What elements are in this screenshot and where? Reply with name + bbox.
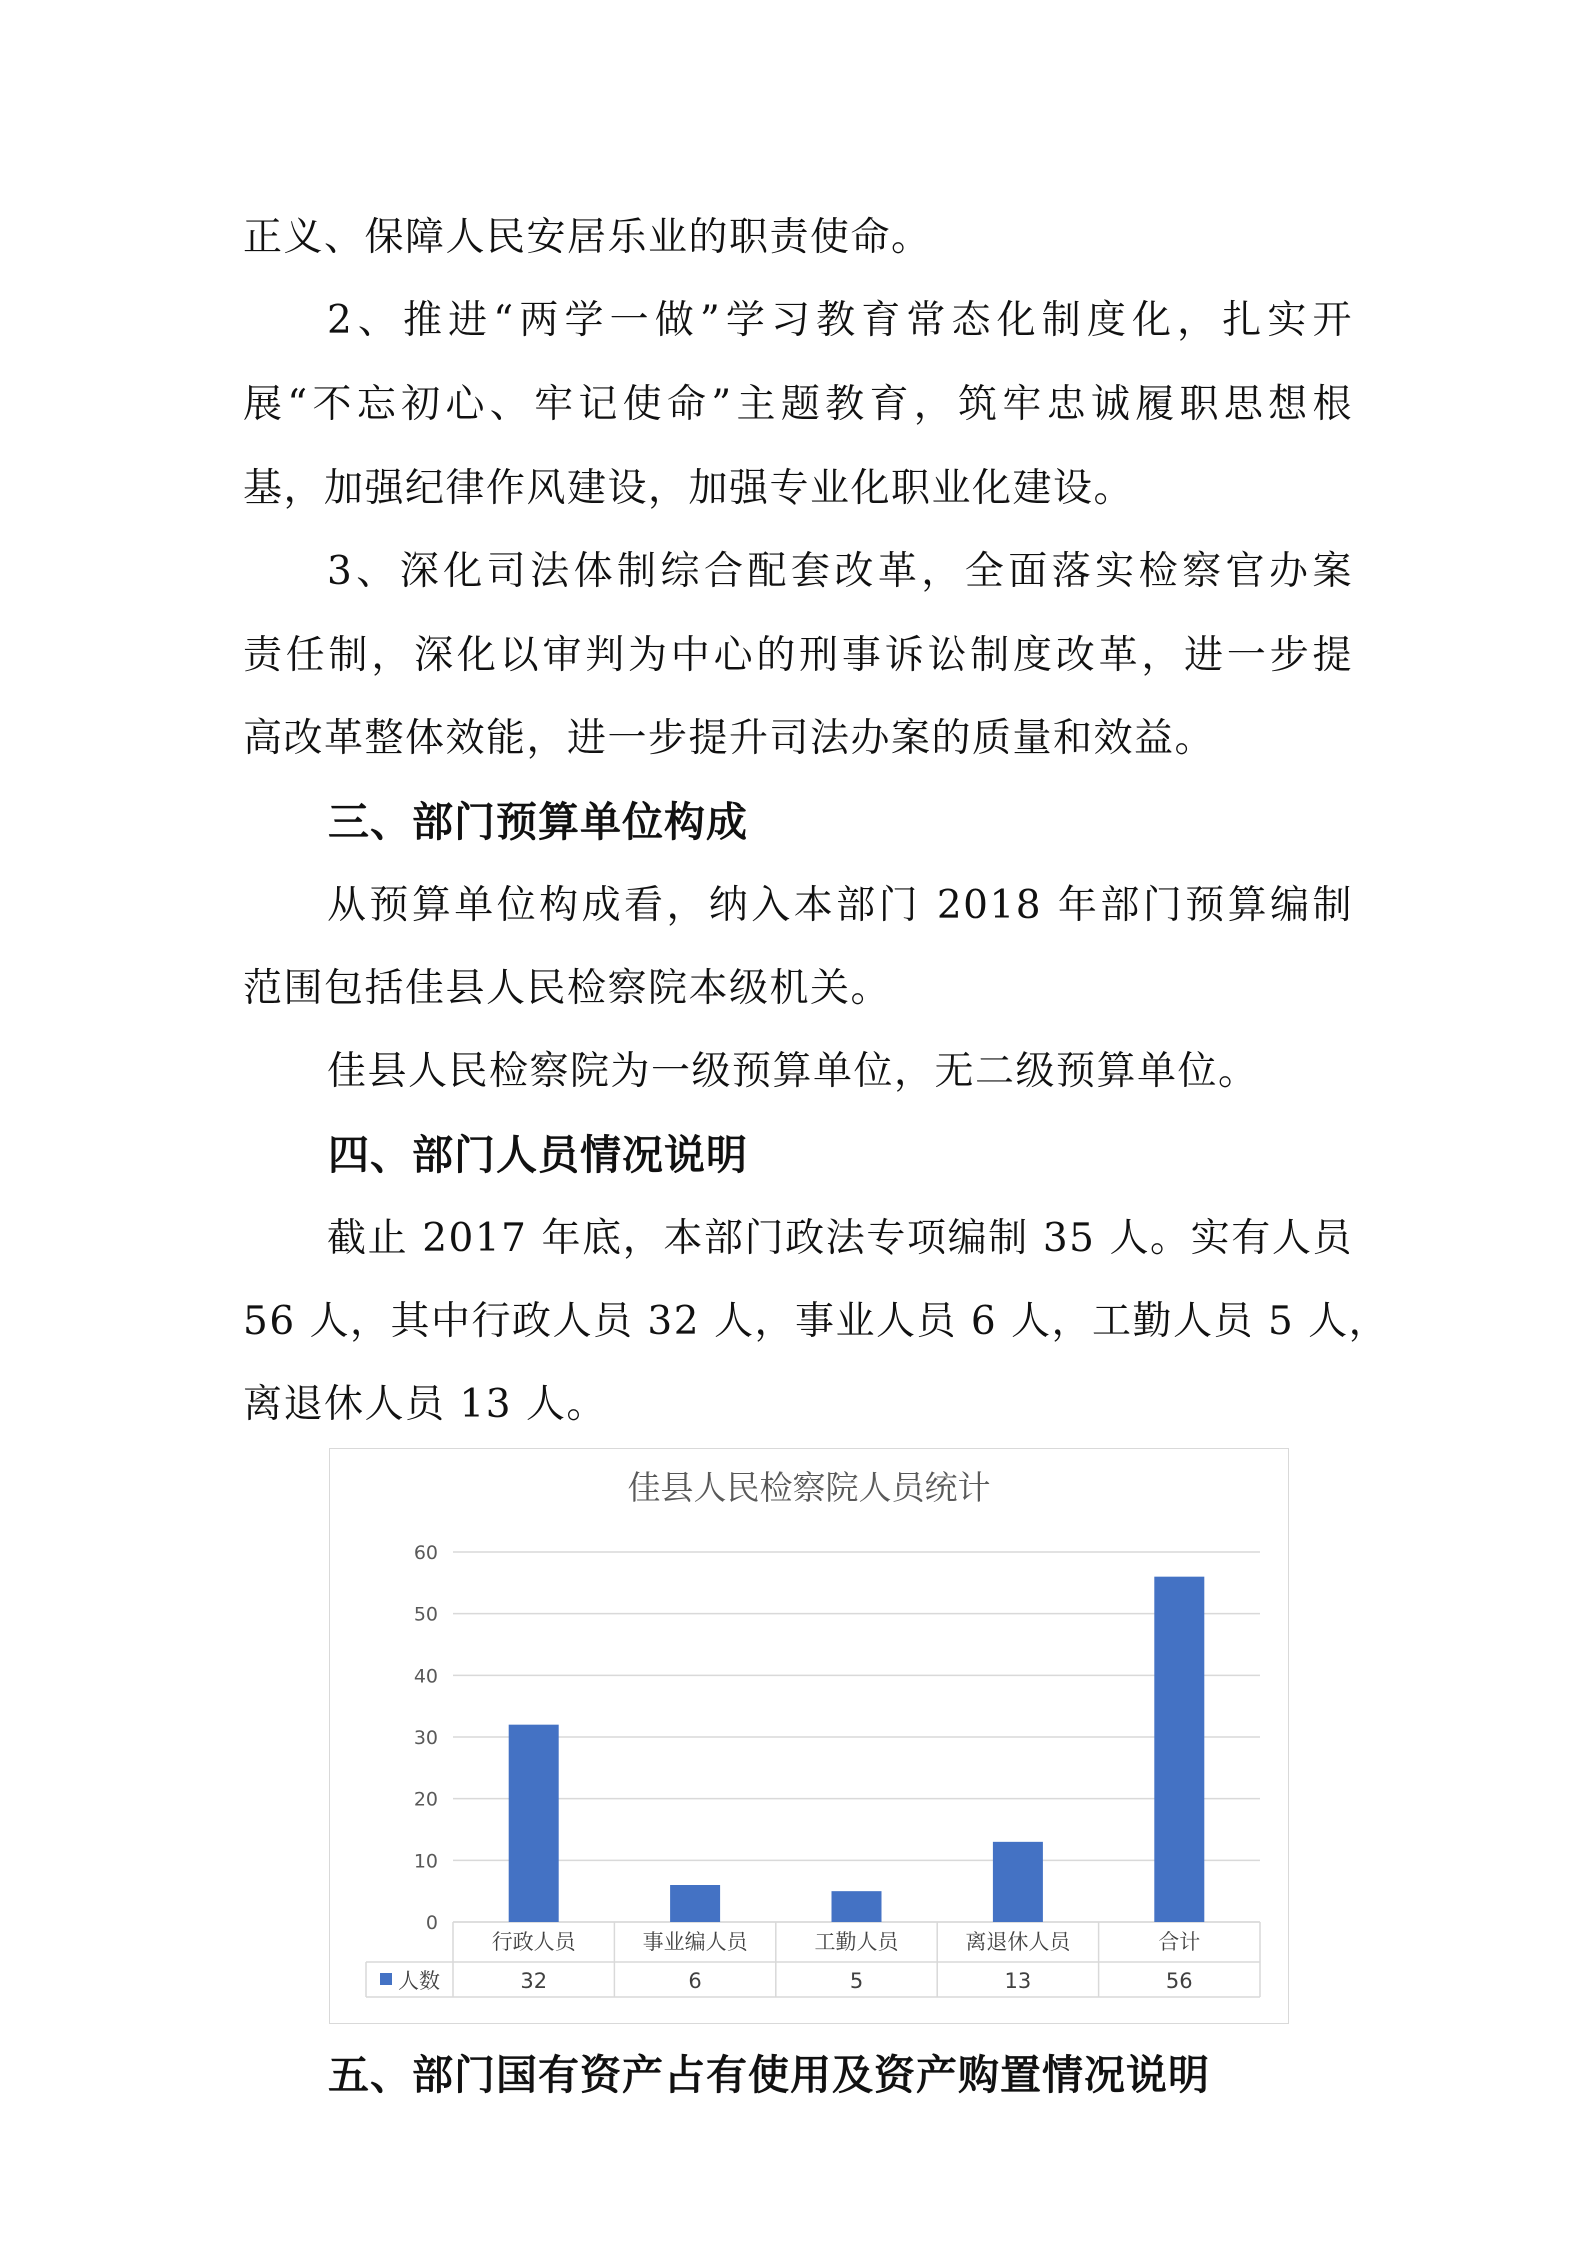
y-tick-label-0: 0 bbox=[425, 1912, 438, 1934]
data-value-5: 56 bbox=[1165, 1969, 1193, 1993]
category-label-5: 合计 bbox=[1158, 1930, 1201, 1954]
paragraph-5-line-1: 佳县人民检察院为一级预算单位，无二级预算单位。 bbox=[327, 1049, 1259, 1094]
paragraph-4-line-2: 范围包括佳县人民检察院本级机关。 bbox=[243, 966, 892, 1011]
paragraph-3-line-2: 责任制，深化以审判为中心的刑事诉讼制度改革，进一步提 bbox=[243, 633, 1353, 678]
bar-4 bbox=[993, 1842, 1043, 1922]
y-tick-label-10: 10 bbox=[413, 1850, 438, 1873]
data-value-1: 32 bbox=[520, 1969, 548, 1993]
category-label-2: 事业编人员 bbox=[642, 1930, 748, 1954]
section-heading-3: 三、部门预算单位构成 bbox=[328, 798, 748, 846]
chart-svg bbox=[330, 1449, 1288, 2023]
paragraph-6-line-2: 56 人，其中行政人员 32 人，事业人员 6 人，工勤人员 5 人， bbox=[243, 1299, 1390, 1344]
category-label-3: 工勤人员 bbox=[814, 1930, 899, 1954]
paragraph-2-line-3: 基，加强纪律作风建设，加强专业化职业化建设。 bbox=[243, 466, 1135, 511]
paragraph-2-line-2: 展“不忘初心、牢记使命”主题教育，筑牢忠诚履职思想根 bbox=[243, 382, 1353, 427]
data-value-2: 6 bbox=[688, 1969, 702, 1993]
section-heading-5: 五、部门国有资产占有使用及资产购置情况说明 bbox=[328, 2051, 1210, 2099]
category-label-1: 行政人员 bbox=[491, 1930, 576, 1954]
section-heading-4: 四、部门人员情况说明 bbox=[328, 1131, 748, 1179]
data-value-3: 5 bbox=[849, 1969, 864, 1993]
paragraph-6-line-1: 截止 2017 年底，本部门政法专项编制 35 人。实有人员 bbox=[327, 1216, 1353, 1261]
data-value-4: 13 bbox=[1004, 1969, 1032, 1993]
legend-series-name: 人数 bbox=[398, 1969, 440, 1993]
bar-5 bbox=[1154, 1577, 1204, 1922]
y-tick-label-20: 20 bbox=[413, 1788, 438, 1811]
y-tick-label-60: 60 bbox=[413, 1542, 438, 1564]
bar-3 bbox=[832, 1891, 882, 1922]
personnel-bar-chart bbox=[329, 1448, 1289, 2024]
paragraph-3-line-3: 高改革整体效能，进一步提升司法办案的质量和效益。 bbox=[243, 716, 1216, 761]
paragraph-2-line-1: 2、推进“两学一做”学习教育常态化制度化，扎实开 bbox=[327, 298, 1353, 343]
paragraph-6-line-3: 离退休人员 13 人。 bbox=[243, 1382, 607, 1427]
paragraph-3-line-1: 3、深化司法体制综合配套改革，全面落实检察官办案 bbox=[327, 549, 1353, 594]
paragraph-4-line-1: 从预算单位构成看，纳入本部门 2018 年部门预算编制 bbox=[327, 883, 1353, 928]
paragraph-1-line-1: 正义、保障人民安居乐业的职责使命。 bbox=[243, 215, 932, 260]
category-label-4: 离退休人员 bbox=[965, 1930, 1071, 1954]
y-tick-label-50: 50 bbox=[413, 1603, 438, 1626]
legend-swatch bbox=[380, 1973, 392, 1985]
bar-1 bbox=[509, 1725, 559, 1922]
y-tick-label-40: 40 bbox=[413, 1665, 438, 1688]
chart-title: 佳县人民检察院人员统计 bbox=[627, 1468, 991, 1507]
bar-2 bbox=[670, 1885, 720, 1922]
y-tick-label-30: 30 bbox=[413, 1727, 438, 1749]
